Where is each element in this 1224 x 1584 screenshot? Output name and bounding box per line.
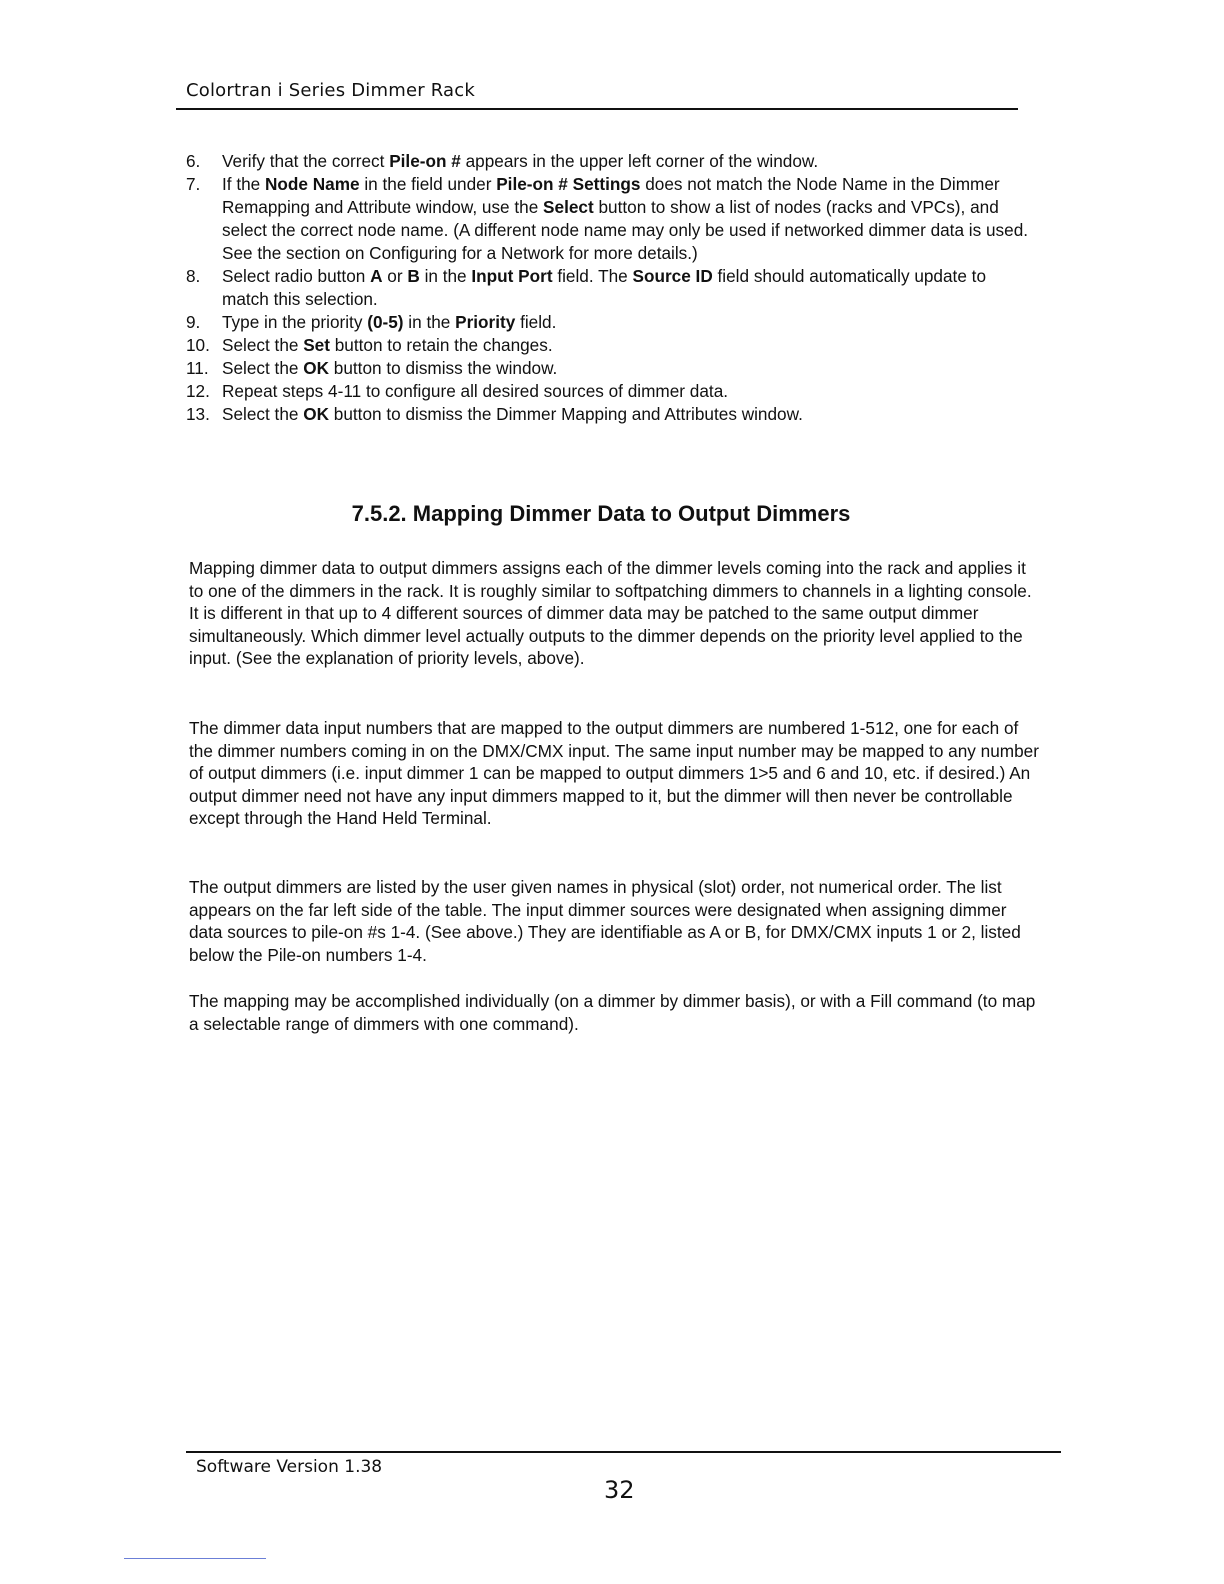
header-divider [176, 108, 1018, 110]
step-text-run: button to show a list of nodes (racks and VPCs), and select the correct node name. (A different node name may only be used if networked dimmer data is used. See the section on Configuring for a Network for more details.) [222, 197, 1029, 263]
procedure-step [186, 150, 1036, 173]
step-number: 9. [186, 312, 201, 332]
step-text-bold-run: Input Port [471, 266, 553, 286]
step-text-run: in the [403, 312, 456, 332]
step-number: 7. [186, 174, 201, 194]
step-text [222, 404, 803, 424]
body-paragraph: Mapping dimmer data to output dimmers assigns each of the dimmer levels coming into the rack and applies it to one of the dimmers in the rack. It is roughly similar to softpatching dimmers to channels in a lighting console. It is different in that up to 4 different sources of dimmer data may be patched to the same output dimmer simultaneously. Which dimmer level actually outputs to the dimmer depends on the priority level applied to the input. (See the explanation of priority levels, above). [189, 558, 1032, 669]
step-text-bold-run: Pile-on # Settings [496, 174, 641, 194]
step-text-bold-run: Select [543, 197, 594, 217]
step-number: 6. [186, 151, 201, 171]
step-number: 8. [186, 266, 201, 286]
step-text-bold-run: A [370, 266, 383, 286]
step-text-run: Select the [222, 404, 304, 424]
step-text-bold-run: Set [303, 335, 330, 355]
step-text [222, 381, 728, 401]
step-text-bold-run: Priority [455, 312, 516, 332]
step-text-bold-run: (0-5) [367, 312, 404, 332]
body-paragraph: The dimmer data input numbers that are mapped to the output dimmers are numbered 1-512, one for each of the dimmer numbers coming in on the DMX/CMX input. The same input number may be mapped to any number of output dimmers (i.e. input dimmer 1 can be mapped to output dimmers 1>5 and 6 and 10, etc. if desired.) An output dimmer need not have any input dimmers mapped to it, but the dimmer will then never be controllable except through the Hand Held Terminal. [189, 718, 1039, 829]
scan-artifact-line [124, 1558, 266, 1559]
step-text [222, 266, 986, 309]
step-text-bold-run: OK [303, 358, 329, 378]
step-text-run: If the [222, 174, 265, 194]
step-text-run: Select radio button [222, 266, 371, 286]
procedure-step [186, 357, 1036, 380]
running-header-title: Colortran i Series Dimmer Rack [186, 80, 475, 101]
step-number: 13. [186, 404, 210, 424]
step-text-run: Verify that the correct [222, 151, 390, 171]
procedure-step [186, 334, 1036, 357]
software-version-label: Software Version 1.38 [196, 1457, 383, 1477]
step-text-bold-run: Pile-on # [389, 151, 461, 171]
step-text-run: field. [515, 312, 557, 332]
step-text-run: in the field under [359, 174, 497, 194]
step-text [222, 312, 556, 332]
step-text-bold-run: Node Name [265, 174, 360, 194]
step-text-run: field should automatically update to match this selection. [222, 266, 986, 309]
step-text-run: in the [419, 266, 472, 286]
step-text [222, 151, 818, 171]
body-paragraph: The mapping may be accomplished individually (on a dimmer by dimmer basis), or with a Fill command (to map a selectable range of dimmers with one command). [189, 991, 1036, 1034]
step-text-run: button to retain the changes. [329, 335, 553, 355]
page-number: 32 [604, 1476, 635, 1504]
section-heading: 7.5.2. Mapping Dimmer Data to Output Dimmers [351, 501, 851, 526]
step-text-bold-run: OK [303, 404, 329, 424]
procedure-step [186, 403, 1036, 426]
step-number: 10. [186, 335, 210, 355]
step-text-run: button to dismiss the window. [329, 358, 558, 378]
footer-divider [186, 1451, 1061, 1453]
step-text-bold-run: Source ID [632, 266, 713, 286]
step-text [222, 358, 557, 378]
procedure-step [186, 173, 1036, 265]
step-text-run: Select the [222, 335, 304, 355]
procedure-step [186, 380, 1036, 403]
step-number: 12. [186, 381, 210, 401]
procedure-step [186, 265, 1036, 311]
procedure-steps-list [186, 150, 1036, 426]
step-text-run: field. The [552, 266, 633, 286]
step-text [222, 335, 553, 355]
step-text-run: appears in the upper left corner of the window. [460, 151, 819, 171]
step-text-run: or [382, 266, 408, 286]
step-text-run: Select the [222, 358, 304, 378]
step-text-run: does not match the Node Name in the Dimmer Remapping and Attribute window, use the [222, 174, 1000, 217]
step-text-run: button to dismiss the Dimmer Mapping and Attributes window. [329, 404, 803, 424]
step-text [222, 174, 1028, 263]
step-text-bold-run: B [407, 266, 420, 286]
step-number: 11. [186, 358, 209, 378]
step-text-run: Repeat steps 4-11 to configure all desired sources of dimmer data. [222, 381, 729, 401]
procedure-step [186, 311, 1036, 334]
body-paragraph: The output dimmers are listed by the user given names in physical (slot) order, not numerical order. The list appears on the far left side of the table. The input dimmer sources were designated when assigning dimmer data sources to pile-on #s 1-4. (See above.) They are identifiable as A or B, for DMX/CMX inputs 1 or 2, listed below the Pile-on numbers 1-4. [189, 877, 1021, 965]
step-text-run: Type in the priority [222, 312, 368, 332]
